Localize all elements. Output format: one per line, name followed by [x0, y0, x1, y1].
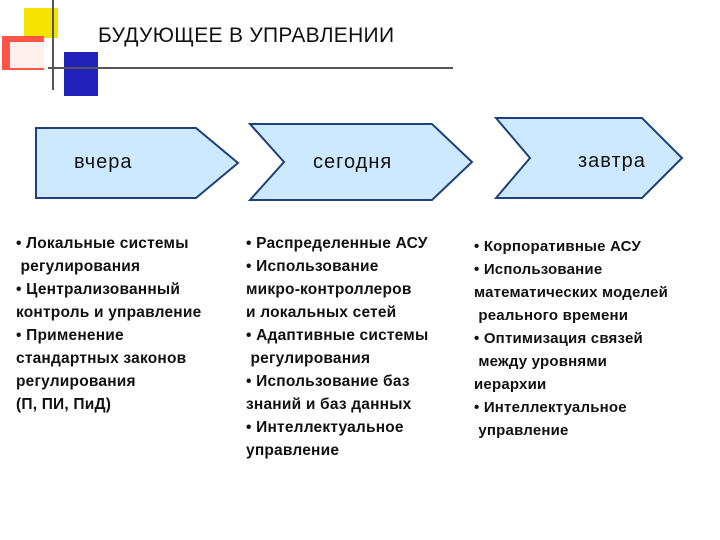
stage-label-today: сегодня	[313, 151, 393, 173]
column-line: между уровнями	[474, 353, 608, 370]
stage-arrow-yesterday	[36, 128, 238, 198]
column-line: математических моделей	[474, 284, 668, 301]
column-line: контроль и управление	[16, 304, 202, 321]
column-tomorrow	[474, 235, 668, 442]
column-line: • Корпоративные АСУ	[474, 238, 642, 255]
column-line: иерархии	[474, 376, 547, 393]
stage-label-yesterday: вчера	[74, 151, 133, 173]
column-yesterday	[16, 232, 201, 416]
column-line: • Применение	[16, 327, 124, 344]
column-line: • Локальные системы	[16, 235, 189, 252]
column-line: • Централизованный	[16, 281, 181, 298]
column-line: и локальных сетей	[246, 304, 397, 321]
column-line: регулирования	[16, 258, 141, 275]
column-line: • Использование баз	[246, 373, 410, 390]
column-line: регулирования	[16, 373, 136, 390]
column-line: управление	[474, 422, 569, 439]
column-line: стандартных законов	[16, 350, 187, 367]
stage-label-tomorrow: завтра	[578, 150, 646, 172]
column-line: • Оптимизация связей	[474, 330, 643, 347]
column-line: • Использование	[474, 261, 603, 278]
column-line: • Интеллектуальное	[246, 419, 404, 436]
column-line: • Интеллектуальное	[474, 399, 627, 416]
column-line: микро-контроллеров	[246, 281, 412, 298]
column-line: управление	[246, 442, 340, 459]
column-today	[246, 232, 428, 462]
column-line: знаний и баз данных	[246, 396, 412, 413]
column-line: реального времени	[474, 307, 629, 324]
column-line: (П, ПИ, ПиД)	[16, 396, 112, 413]
column-line: • Адаптивные системы	[246, 327, 429, 344]
column-line: • Распределенные АСУ	[246, 235, 428, 252]
page-title: БУДУЮЩЕЕ В УПРАВЛЕНИИ	[98, 24, 395, 47]
column-line: • Использование	[246, 258, 379, 275]
column-line: регулирования	[246, 350, 371, 367]
